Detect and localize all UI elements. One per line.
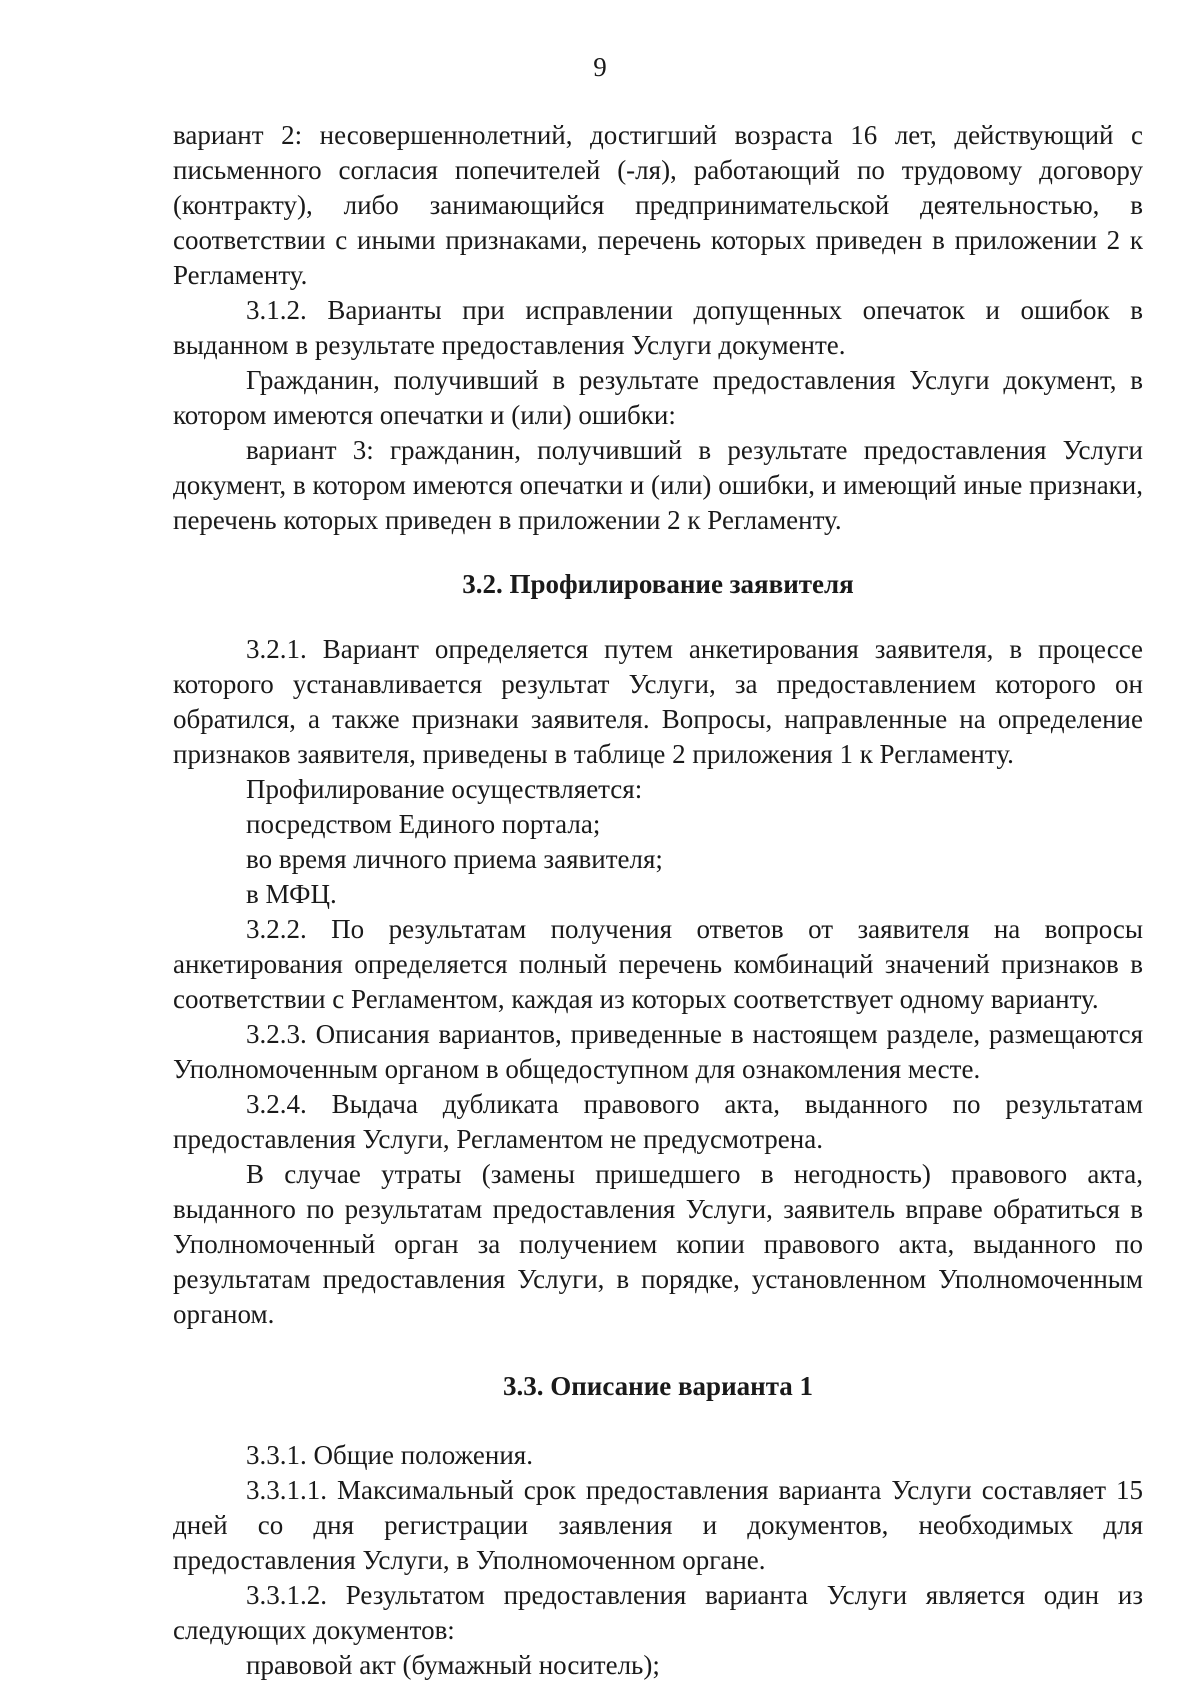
section-heading-3-2: 3.2. Профилирование заявителя xyxy=(462,569,854,599)
paragraph-3-2-4: 3.2.4. Выдача дубликата правового акта, выданного по результатам предоставления Услуги, Регламентом не предусмотрена. xyxy=(173,1089,1143,1154)
paragraph-3-2-1: 3.2.1. Вариант определяется путем анкетирования заявителя, в процессе которого устанавливается результат Услуги, за предоставлением которого он обратился, а также признаки заявителя. Вопросы, направленные на определение признаков заявителя, приведены в таблице 2 приложения 1 к Регламенту. xyxy=(173,634,1143,769)
paragraph-variant-2: вариант 2: несовершеннолетний, достигший возраста 16 лет, действующий с письменного согласия попечителей (-ля), работающий по трудовому договору (контракту), либо занимающийся предпринимательской деятельностью, в соответствии с иными признаками, перечень которых приведен в приложении 2 к Регламенту. xyxy=(173,120,1143,290)
paragraph-variant-3: вариант 3: гражданин, получивший в результате предоставления Услуги документ, в котором имеются опечатки и (или) ошибки, и имеющий иные признаки, перечень которых приведен в приложении 2 к Регламенту. xyxy=(173,435,1143,535)
list-item-personal-reception: во время личного приема заявителя; xyxy=(246,844,663,874)
page-number: 9 xyxy=(593,52,607,82)
paragraph-profiling-intro: Профилирование осуществляется: xyxy=(246,774,643,804)
list-item-portal: посредством Единого портала; xyxy=(246,809,601,839)
list-item-mfc: в МФЦ. xyxy=(246,879,337,909)
paragraph-3-2-2: 3.2.2. По результатам получения ответов от заявителя на вопросы анкетирования определяется полный перечень комбинаций значений признаков в соответствии с Регламентом, каждая из которых соответствует одному варианту. xyxy=(173,914,1143,1014)
paragraph-3-3-1-2: 3.3.1.2. Результатом предоставления варианта Услуги является один из следующих документов: xyxy=(173,1580,1143,1645)
section-heading-3-3: 3.3. Описание варианта 1 xyxy=(502,1371,814,1401)
paragraph-3-3-1-1: 3.3.1.1. Максимальный срок предоставления варианта Услуги составляет 15 дней со дня регистрации заявления и документов, необходимых для предоставления Услуги, в Уполномоченном органе. xyxy=(173,1475,1143,1575)
paragraph-3-1-2: 3.1.2. Варианты при исправлении допущенных опечаток и ошибок в выданном в результате предоставления Услуги документе. xyxy=(173,295,1143,360)
document-body xyxy=(173,118,1143,1683)
paragraph-loss-case: В случае утраты (замены пришедшего в негодность) правового акта, выданного по результатам предоставления Услуги, заявитель вправе обратиться в Уполномоченный орган за получением копии правового акта, выданного по результатам предоставления Услуги, в порядке, установленном Уполномоченным органом. xyxy=(173,1159,1143,1329)
paragraph-3-2-3: 3.2.3. Описания вариантов, приведенные в настоящем разделе, размещаются Уполномоченным органом в общедоступном для ознакомления месте. xyxy=(173,1019,1143,1084)
paragraph-3-3-1: 3.3.1. Общие положения. xyxy=(246,1440,533,1470)
paragraph-citizen-typos: Гражданин, получивший в результате предоставления Услуги документ, в котором имеются опечатки и (или) ошибки: xyxy=(173,365,1143,430)
list-item-legal-act-paper: правовой акт (бумажный носитель); xyxy=(246,1650,660,1680)
